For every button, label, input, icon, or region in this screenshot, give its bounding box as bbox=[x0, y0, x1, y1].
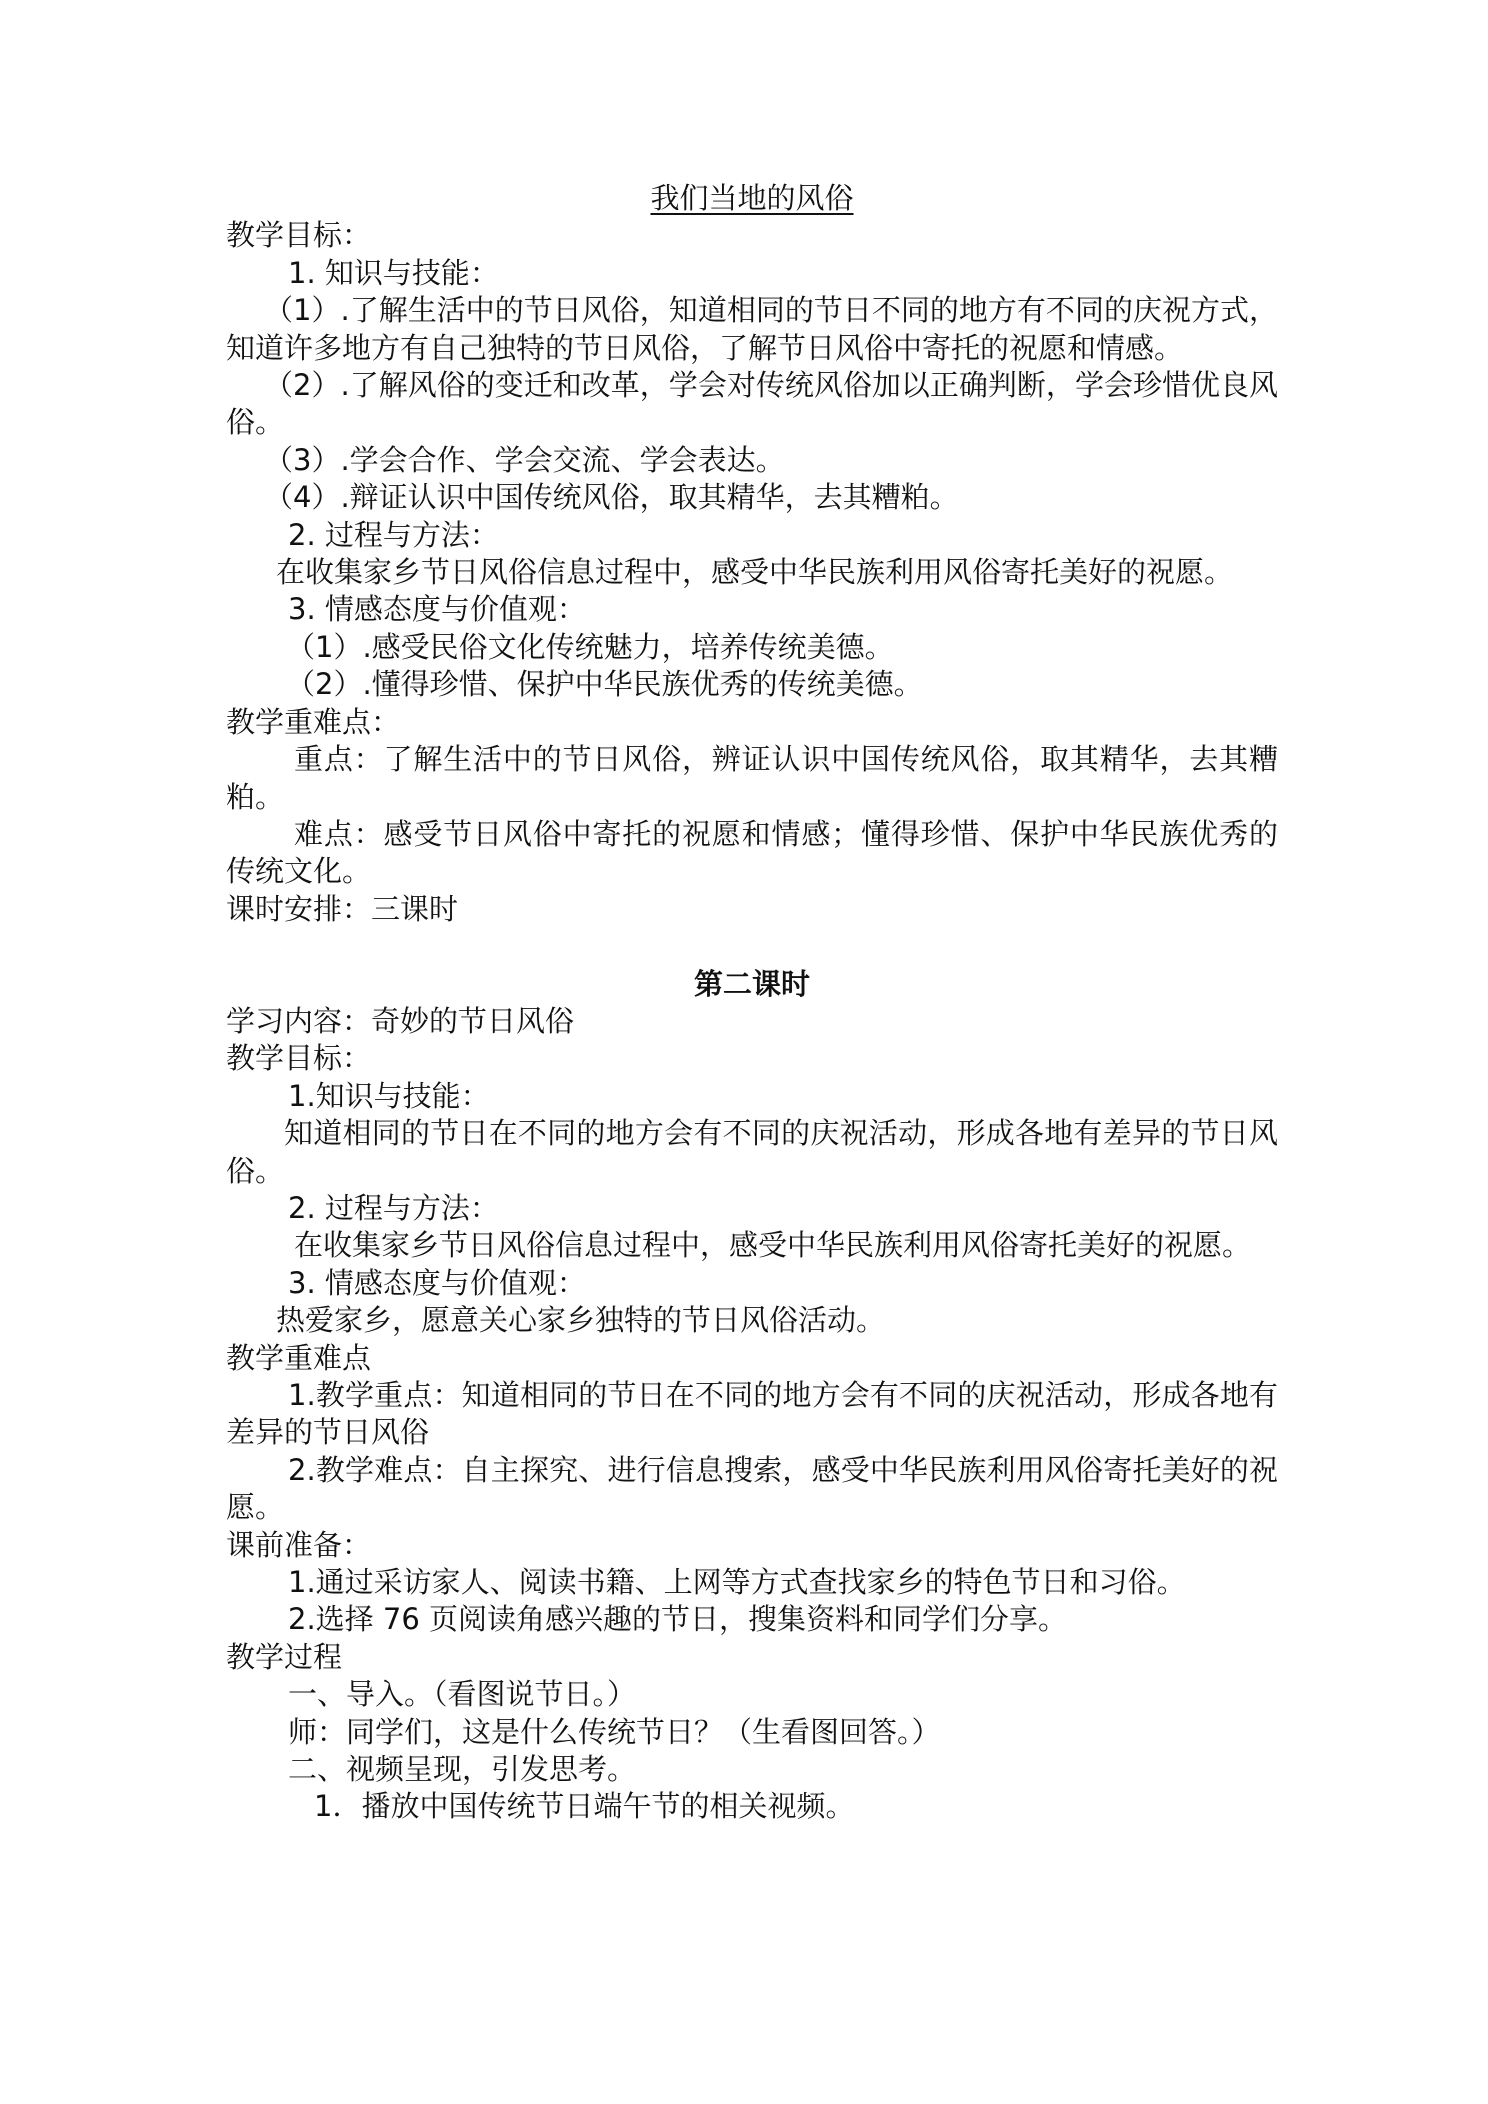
section-gap bbox=[226, 928, 1278, 965]
goal3-text-2: 热爱家乡，愿意关心家乡独特的节日风俗活动。 bbox=[276, 1303, 886, 1338]
document-body bbox=[226, 180, 1278, 1826]
key-point-2: 1.教学重点：知道相同的节日在不同的地方会有不同的庆祝活动，形成各地有差异的节日风俗 bbox=[226, 1377, 1278, 1450]
goal3-heading-2: 3. 情感态度与价值观： bbox=[288, 1265, 586, 1300]
goal1-item3: （3）.学会合作、学会交流、学会表达。 bbox=[264, 442, 785, 477]
prep-item-1: 1.通过采访家人、阅读书籍、上网等方式查找家乡的特色节日和习俗。 bbox=[288, 1565, 1186, 1600]
difficult-point-2: 2.教学难点：自主探究、进行信息搜索，感受中华民族利用风俗寄托美好的祝愿。 bbox=[226, 1452, 1278, 1525]
prep-label: 课前准备： bbox=[226, 1527, 372, 1562]
goal1-heading: 1. 知识与技能： bbox=[288, 255, 499, 290]
goal3-item1: （1）.感受民俗文化传统魅力，培养传统美德。 bbox=[286, 629, 894, 664]
prep-item-2: 2.选择 76 页阅读角感兴趣的节日，搜集资料和同学们分享。 bbox=[288, 1602, 1068, 1637]
process-label: 教学过程 bbox=[226, 1639, 343, 1674]
goal1-item2: （2）.了解风俗的变迁和改革，学会对传统风俗加以正确判断，学会珍惜优良风俗。 bbox=[226, 368, 1278, 440]
goal2-heading: 2. 过程与方法： bbox=[288, 517, 499, 552]
learning-content: 学习内容：奇妙的节日风俗 bbox=[226, 1003, 575, 1038]
key-points-label-2: 教学重难点 bbox=[226, 1340, 372, 1375]
key-point: 重点：了解生活中的节日风俗，辨证认识中国传统风俗，取其精华，去其糟粕。 bbox=[226, 742, 1278, 814]
objectives-label-2: 教学目标： bbox=[226, 1041, 372, 1076]
section-subtitle: 第二课时 bbox=[693, 966, 810, 1001]
process-step-2: 二、视频呈现，引发思考。 bbox=[288, 1752, 637, 1787]
process-step-1-teacher: 师：同学们，这是什么传统节日？（生看图回答。） bbox=[288, 1714, 941, 1749]
process-step-2-item-1: 1．播放中国传统节日端午节的相关视频。 bbox=[314, 1789, 855, 1824]
goal3-heading: 3. 情感态度与价值观： bbox=[288, 592, 586, 627]
schedule: 课时安排：三课时 bbox=[226, 891, 459, 926]
difficult-point: 难点：感受节日风俗中寄托的祝愿和情感；懂得珍惜、保护中华民族优秀的传统文化。 bbox=[226, 816, 1278, 889]
goal3-item2: （2）.懂得珍惜、保护中华民族优秀的传统美德。 bbox=[286, 667, 923, 702]
key-points-label: 教学重难点： bbox=[226, 704, 401, 739]
goal2-text-2: 在收集家乡节日风俗信息过程中，感受中华民族利用风俗寄托美好的祝愿。 bbox=[294, 1228, 1252, 1263]
goal2-text: 在收集家乡节日风俗信息过程中，感受中华民族利用风俗寄托美好的祝愿。 bbox=[276, 555, 1234, 590]
goal1-heading-2: 1.知识与技能： bbox=[288, 1078, 490, 1113]
goal1-item4: （4）.辩证认识中国传统风俗，取其精华，去其糟粕。 bbox=[264, 480, 959, 515]
goal1-text-2: 知道相同的节日在不同的地方会有不同的庆祝活动，形成各地有差异的节日风俗。 bbox=[226, 1116, 1278, 1188]
process-step-1: 一、导入。（看图说节日。） bbox=[288, 1677, 637, 1712]
goal1-item1: （1）.了解生活中的节日风俗，知道相同的节日不同的地方有不同的庆祝方式，知道许多地方有自己独特的节日风俗，了解节日风俗中寄托的祝愿和情感。 bbox=[226, 293, 1278, 365]
page-title: 我们当地的风俗 bbox=[650, 181, 854, 215]
goal2-heading-2: 2. 过程与方法： bbox=[288, 1190, 499, 1225]
objectives-label: 教学目标： bbox=[226, 218, 372, 253]
